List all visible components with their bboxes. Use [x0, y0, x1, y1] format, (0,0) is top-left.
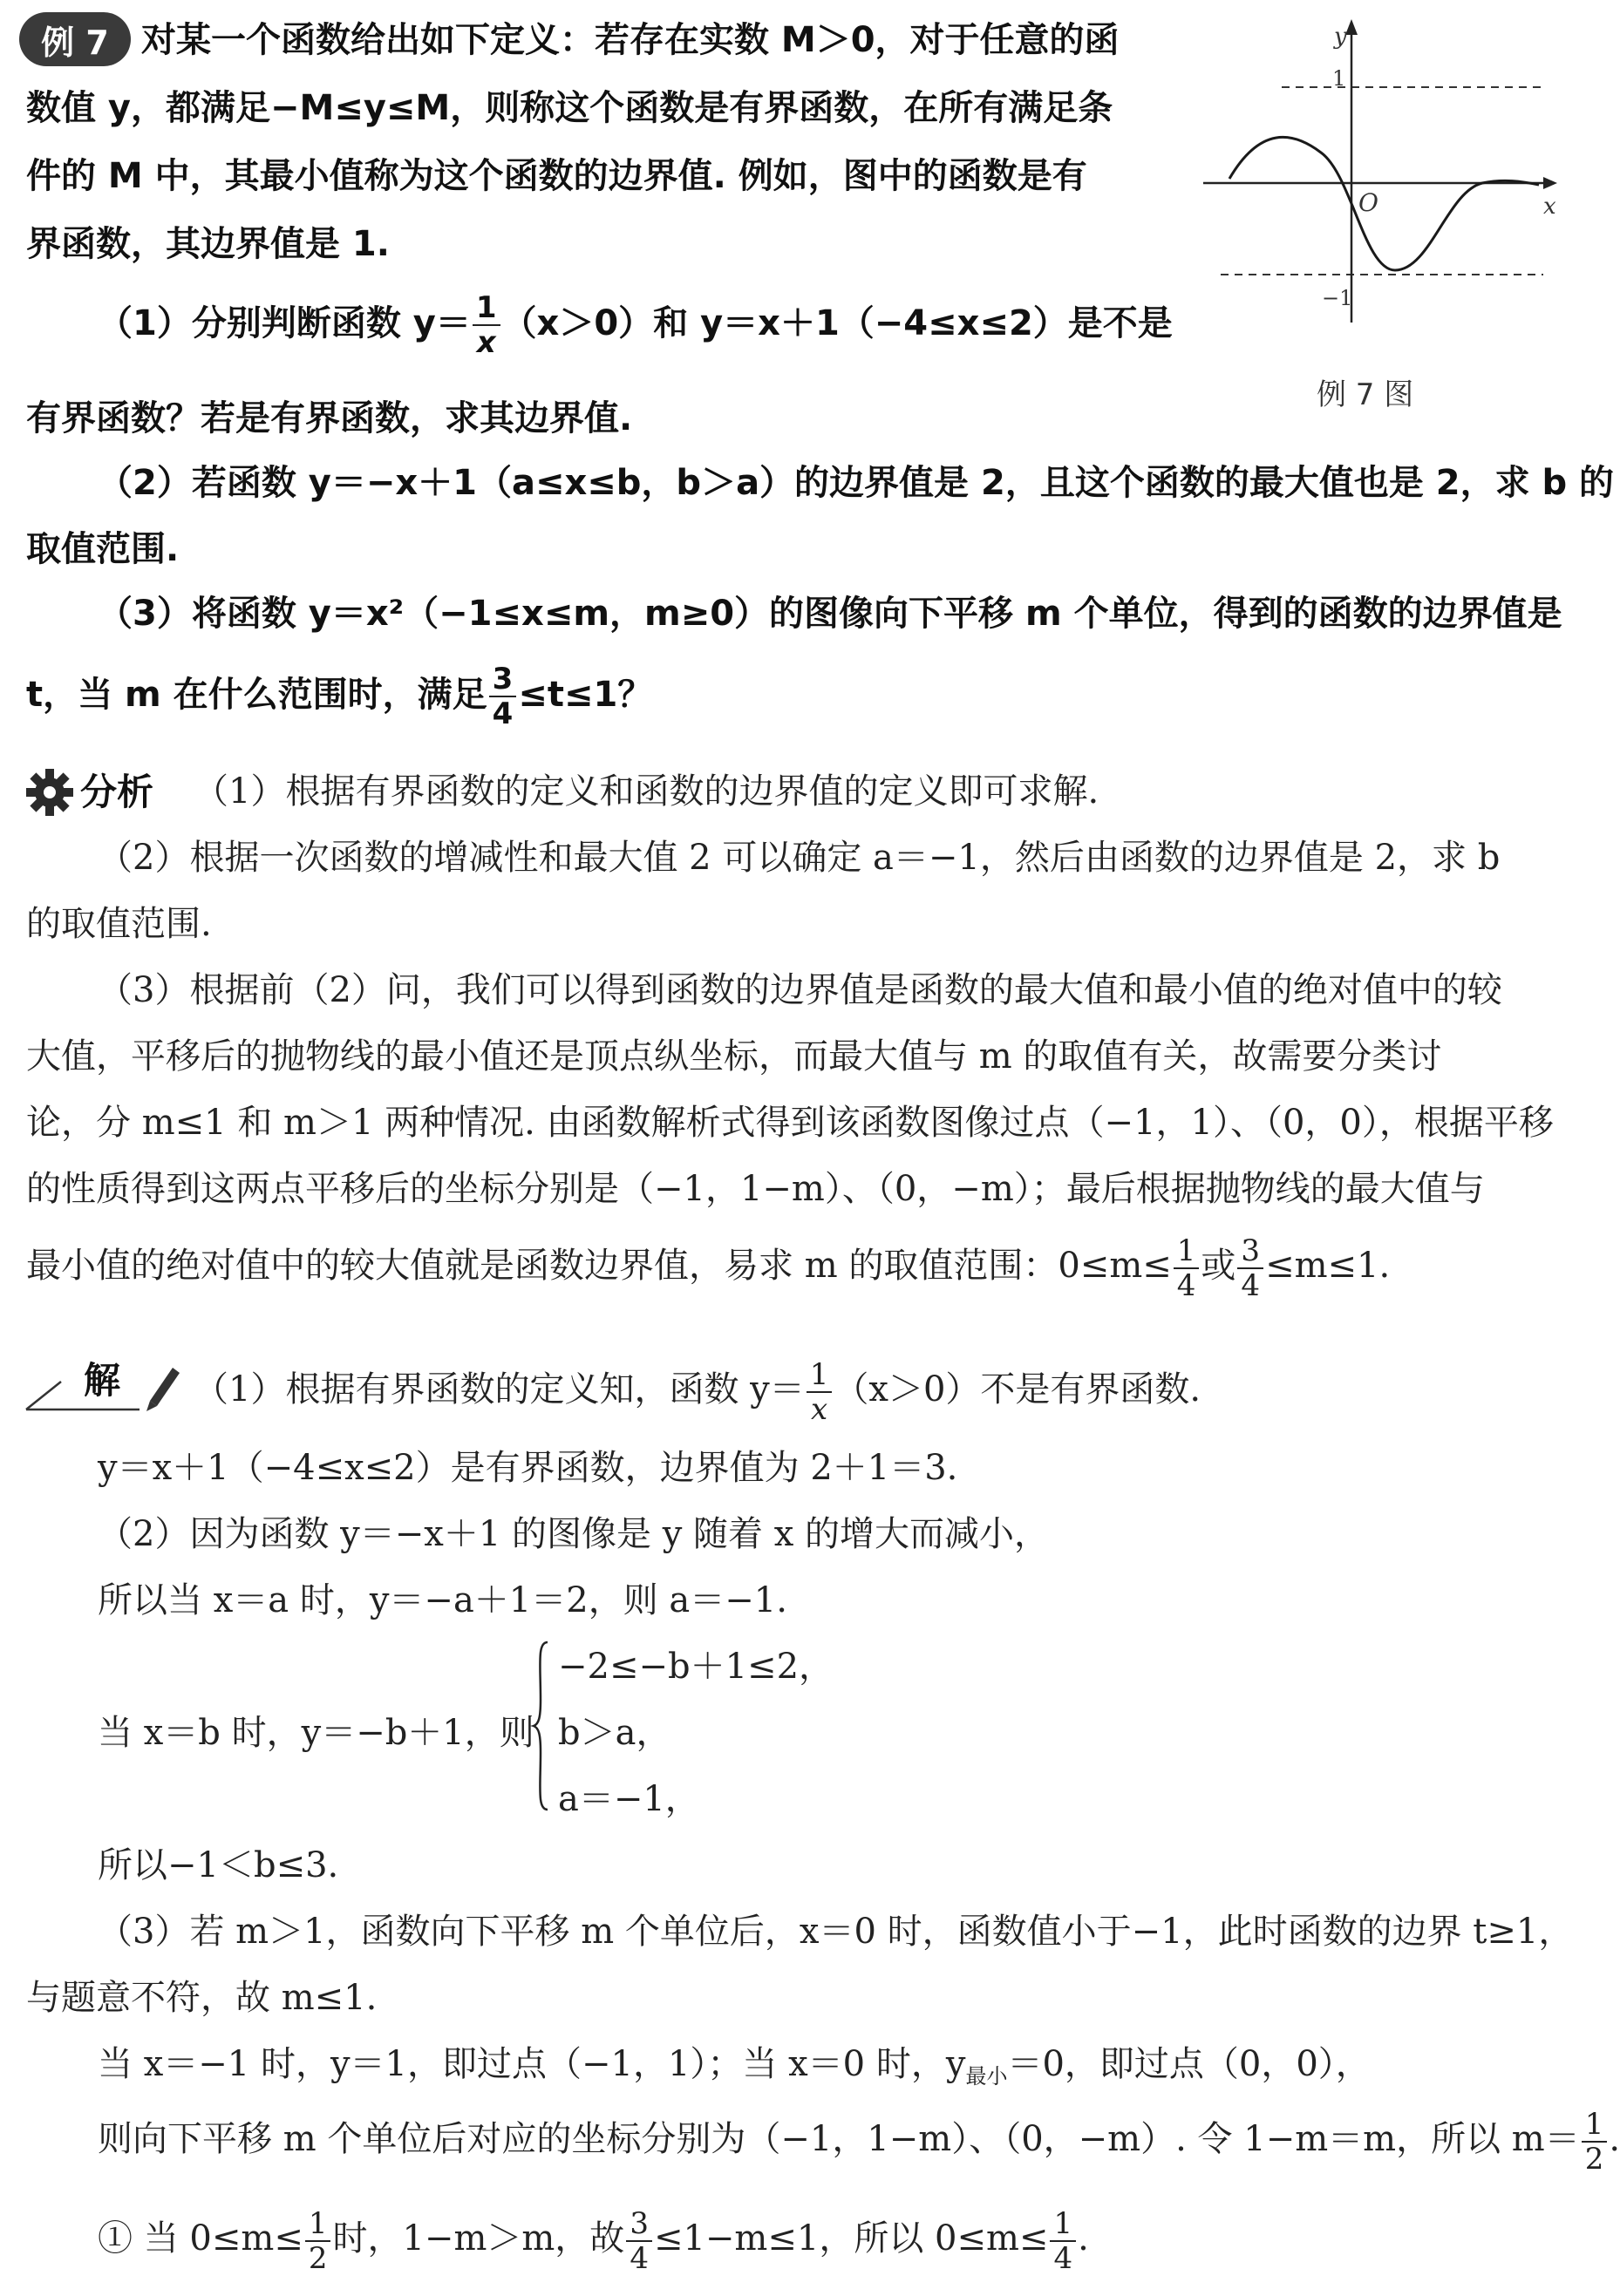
- q1-post: （x＞0）和 y＝x＋1（−4≤x≤2）是不是: [501, 303, 1173, 343]
- case-1-line: [98, 2206, 1089, 2276]
- s1-post: （x＞0）不是有界函数.: [834, 1369, 1201, 1410]
- case1-f2-den: 4: [630, 2241, 649, 2276]
- solution-2-line-2: 所以当 x＝a 时，y＝−a＋1＝2，则 a＝−1.: [98, 1580, 787, 1620]
- analysis-line-3: 的取值范围.: [26, 904, 212, 944]
- solution-2-conclusion: 所以−1＜b≤3.: [98, 1845, 339, 1885]
- intro-line-4: 界函数，其边界值是 1.: [26, 224, 390, 264]
- q1-frac-den: x: [476, 325, 496, 360]
- analysis-f2-num: 3: [1237, 1236, 1263, 1269]
- analysis-fraction-2: [1237, 1233, 1263, 1303]
- analysis-f2-den: 4: [1241, 1268, 1261, 1303]
- question-2-line-2: 取值范围.: [26, 529, 180, 569]
- intro-line-3: 件的 M 中，其最小值称为这个函数的边界值. 例如，图中的函数是有: [26, 156, 1087, 196]
- x-axis-label: x: [1543, 194, 1556, 220]
- case1-b: 时，1−m＞m，故: [332, 2218, 625, 2259]
- solution-3-line-4: [98, 2107, 1620, 2177]
- solution-3-line-1: （3）若 m＞1，函数向下平移 m 个单位后，x＝0 时，函数值小于−1，此时函数的边界 t≥1，: [98, 1912, 1574, 1952]
- q1-fraction: [473, 290, 500, 360]
- question-2-line-1: （2）若函数 y＝−x＋1（a≤x≤b，b＞a）的边界值是 2，且这个函数的最大值也是 2，求 b 的: [98, 463, 1615, 503]
- case1-f1-den: 2: [308, 2241, 328, 2276]
- s3-line4-fraction: [1582, 2107, 1608, 2177]
- x-axis-arrow: [1543, 177, 1557, 189]
- solution-3-line-2: 与题意不符，故 m≤1.: [26, 1978, 378, 2018]
- analysis-line-8: [26, 1233, 1391, 1303]
- case1-fraction-1: [305, 2206, 331, 2276]
- solution-heading: 解: [84, 1359, 121, 1402]
- s3-line3-sub: 最小: [965, 2064, 1008, 2089]
- case1-d: .: [1078, 2218, 1089, 2259]
- analysis-line-1: （1）根据有界函数的定义和函数的边界值的定义即可求解.: [194, 771, 1099, 812]
- system-prefix: 当 x＝b 时，y＝−b＋1，则: [98, 1713, 534, 1753]
- y-axis-label: y: [1334, 24, 1347, 50]
- tick-neg1-label: −1: [1322, 286, 1353, 310]
- question-1-line-2: 有界函数？若是有界函数，求其边界值.: [26, 398, 633, 438]
- analysis-line-2: （2）根据一次函数的增减性和最大值 2 可以确定 a＝−1，然后由函数的边界值是 2，求 b: [98, 838, 1501, 878]
- s1-frac-den: x: [810, 1392, 828, 1427]
- solution-2-line-1: （2）因为函数 y＝−x＋1 的图像是 y 随着 x 的增大而减小，: [98, 1514, 1050, 1554]
- question-3-line-1: （3）将函数 y＝x²（−1≤x≤m，m≥0）的图像向下平移 m 个单位，得到的函数的边界值是: [98, 594, 1562, 634]
- case1-c: ≤1−m≤1，所以 0≤m≤: [653, 2218, 1049, 2259]
- case1-f1-num: 1: [305, 2209, 331, 2242]
- sine-graph-figure: [1195, 9, 1561, 331]
- question-1: [98, 290, 1173, 360]
- s3-line4-post: .: [1609, 2119, 1620, 2159]
- tick-1-label: 1: [1332, 66, 1346, 91]
- s3-line3-pre: 当 x＝−1 时，y＝1，即过点（−1，1）；当 x＝0 时，y: [98, 2044, 966, 2084]
- left-brace: [532, 1639, 549, 1813]
- case1-f3-num: 1: [1050, 2209, 1076, 2242]
- system-eq-3: a＝−1，: [558, 1779, 700, 1819]
- intro-line-1: 对某一个函数给出如下定义：若存在实数 M＞0，对于任意的函: [141, 20, 1120, 60]
- analysis-line-5: 大值，平移后的抛物线的最小值还是顶点纵坐标，而最大值与 m 的取值有关，故需要分类讨: [26, 1036, 1442, 1077]
- s1-fraction: [807, 1357, 833, 1427]
- case1-a: ① 当 0≤m≤: [98, 2218, 303, 2259]
- analysis-line-7: 的性质得到这两点平移后的坐标分别是（−1，1−m）、（0，−m）；最后根据抛物线的最大值与: [26, 1169, 1485, 1209]
- s3-line4-pre: 则向下平移 m 个单位后对应的坐标分别为（−1，1−m）、（0，−m）. 令 1−m＝m，所以 m＝: [98, 2119, 1580, 2159]
- q1-frac-num: 1: [473, 293, 500, 326]
- case1-f2-num: 3: [626, 2209, 652, 2242]
- solution-1: [194, 1357, 1201, 1427]
- y-axis-arrow: [1345, 19, 1358, 35]
- analysis-f1-den: 4: [1176, 1268, 1196, 1303]
- q3-pre: t，当 m 在什么范围时，满足: [26, 675, 487, 715]
- solution-1-line-2: y＝x＋1（−4≤x≤2）是有界函数，边界值为 2＋1＝3.: [98, 1448, 958, 1488]
- s3-line4-frac-den: 2: [1584, 2142, 1604, 2177]
- system-eq-2: b＞a，: [558, 1713, 671, 1753]
- intro-line-2: 数值 y，都满足−M≤y≤M，则称这个函数是有界函数，在所有满足条: [26, 88, 1113, 128]
- q3-fraction: [489, 664, 517, 729]
- system-eq-1: −2≤−b＋1≤2，: [558, 1647, 834, 1687]
- s1-pre: （1）根据有界函数的定义知，函数 y＝: [194, 1369, 805, 1410]
- case1-fraction-3: [1050, 2206, 1076, 2276]
- sine-curve: [1229, 137, 1539, 270]
- case1-f3-den: 4: [1053, 2241, 1073, 2276]
- question-3-line-2: [26, 664, 652, 729]
- s3-line4-frac-num: 1: [1582, 2109, 1608, 2143]
- solution-3-line-3: [98, 2044, 1371, 2089]
- gear-icon: [24, 767, 75, 818]
- q3-frac-den: 4: [492, 696, 514, 731]
- analysis-fraction-1: [1174, 1233, 1200, 1303]
- analysis-line-6: 论，分 m≤1 和 m＞1 两种情况. 由函数解析式得到该函数图像过点（−1，1）、（0，0），根据平移: [26, 1103, 1554, 1143]
- origin-label: O: [1358, 188, 1378, 217]
- s3-line3-post: ＝0，即过点（0，0），: [1007, 2044, 1371, 2084]
- analysis-last-post: ≤m≤1.: [1265, 1246, 1391, 1286]
- analysis-last-mid: 或: [1201, 1246, 1236, 1286]
- figure-caption: 例 7 图: [1317, 377, 1414, 412]
- q3-frac-num: 3: [489, 664, 517, 697]
- analysis-last-pre: 最小值的绝对值中的较大值就是函数边界值，易求 m 的取值范围：0≤m≤: [26, 1246, 1172, 1286]
- analysis-f1-num: 1: [1174, 1236, 1200, 1269]
- q3-post: ≤t≤1？: [518, 675, 653, 715]
- s1-frac-num: 1: [807, 1360, 833, 1393]
- case1-fraction-2: [626, 2206, 652, 2276]
- example-badge: 例 7: [19, 12, 131, 66]
- analysis-heading: 分析: [80, 771, 154, 813]
- q1-pre: （1）分别判断函数 y＝: [98, 303, 471, 343]
- analysis-line-4: （3）根据前（2）问，我们可以得到函数的边界值是函数的最大值和最小值的绝对值中的较: [98, 970, 1502, 1010]
